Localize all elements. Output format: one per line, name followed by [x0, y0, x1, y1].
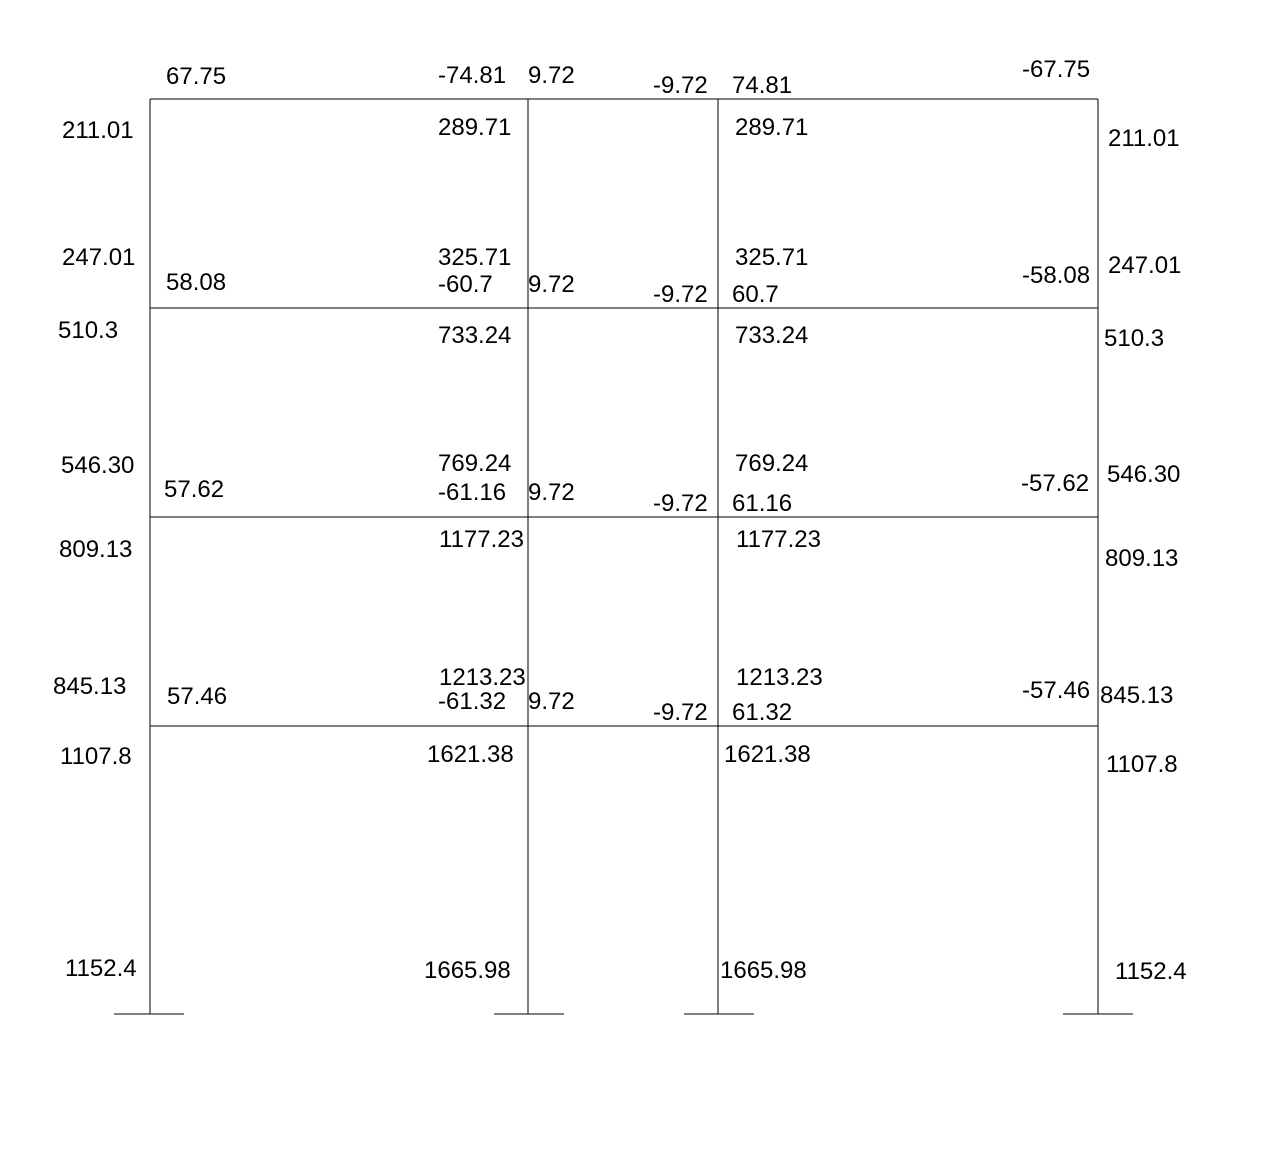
column-end-label: 1621.38 [427, 741, 514, 768]
beam-end-label: -58.08 [1022, 262, 1091, 289]
beam-end-label: -61.16 [438, 479, 507, 506]
beam-end-label: -61.32 [438, 688, 507, 715]
column-end-label: 1152.4 [65, 955, 137, 982]
column-end-label: 1152.4 [1115, 958, 1187, 985]
beam-end-label: -57.62 [1021, 470, 1090, 497]
beam-end-label: 57.62 [164, 476, 225, 503]
beam-end-label: -9.72 [653, 490, 708, 517]
beam-end-label: 74.81 [732, 72, 793, 99]
column-end-label: 733.24 [438, 322, 512, 349]
column-end-label: 1107.8 [1106, 751, 1178, 778]
column-end-label: 510.3 [58, 317, 119, 344]
beam-end-label: 61.16 [732, 490, 793, 517]
column-end-label: 510.3 [1104, 325, 1165, 352]
beam-end-label: -60.7 [438, 271, 493, 298]
column-end-label: 546.30 [61, 452, 135, 479]
column-end-label: 325.71 [735, 244, 809, 271]
beam-end-label: 57.46 [167, 683, 228, 710]
column-end-label: 809.13 [59, 536, 133, 563]
column-end-label: 733.24 [735, 322, 809, 349]
column-end-label: 211.01 [62, 117, 134, 144]
column-end-label: 845.13 [1100, 682, 1174, 709]
beam-end-label: 58.08 [166, 269, 227, 296]
beam-end-label: -9.72 [653, 281, 708, 308]
beam-end-label: 60.7 [732, 281, 779, 308]
column-end-label: 845.13 [53, 673, 127, 700]
beam-end-label: 9.72 [528, 688, 575, 715]
column-end-label: 1621.38 [724, 741, 811, 768]
beam-end-label: -74.81 [438, 62, 507, 89]
column-end-label: 1213.23 [736, 664, 823, 691]
beam-end-label: -9.72 [653, 72, 708, 99]
beam-end-label: 9.72 [528, 62, 575, 89]
column-end-label: 1107.8 [60, 743, 132, 770]
beam-end-label: 9.72 [528, 271, 575, 298]
column-end-label: 1665.98 [424, 957, 511, 984]
beam-end-label: 67.75 [166, 63, 227, 90]
beam-end-label: -67.75 [1022, 56, 1091, 83]
column-end-label: 769.24 [438, 450, 512, 477]
column-end-label: 809.13 [1105, 545, 1179, 572]
column-end-label: 247.01 [62, 244, 136, 271]
column-end-label: 289.71 [438, 114, 512, 141]
column-end-label: 546.30 [1107, 461, 1181, 488]
column-end-label: 1177.23 [736, 526, 821, 553]
column-end-label: 247.01 [1108, 252, 1182, 279]
column-end-label: 211.01 [1108, 125, 1180, 152]
column-end-label: 289.71 [735, 114, 809, 141]
column-end-label: 1665.98 [720, 957, 807, 984]
column-end-label: 325.71 [438, 244, 512, 271]
beam-end-label: -57.46 [1022, 677, 1091, 704]
beam-end-label: 61.32 [732, 699, 793, 726]
beam-end-label: 9.72 [528, 479, 575, 506]
column-end-label: 769.24 [735, 450, 809, 477]
beam-end-label: -9.72 [653, 699, 708, 726]
column-end-label: 1177.23 [439, 526, 524, 553]
column-end-label: 1213.23 [439, 664, 526, 691]
